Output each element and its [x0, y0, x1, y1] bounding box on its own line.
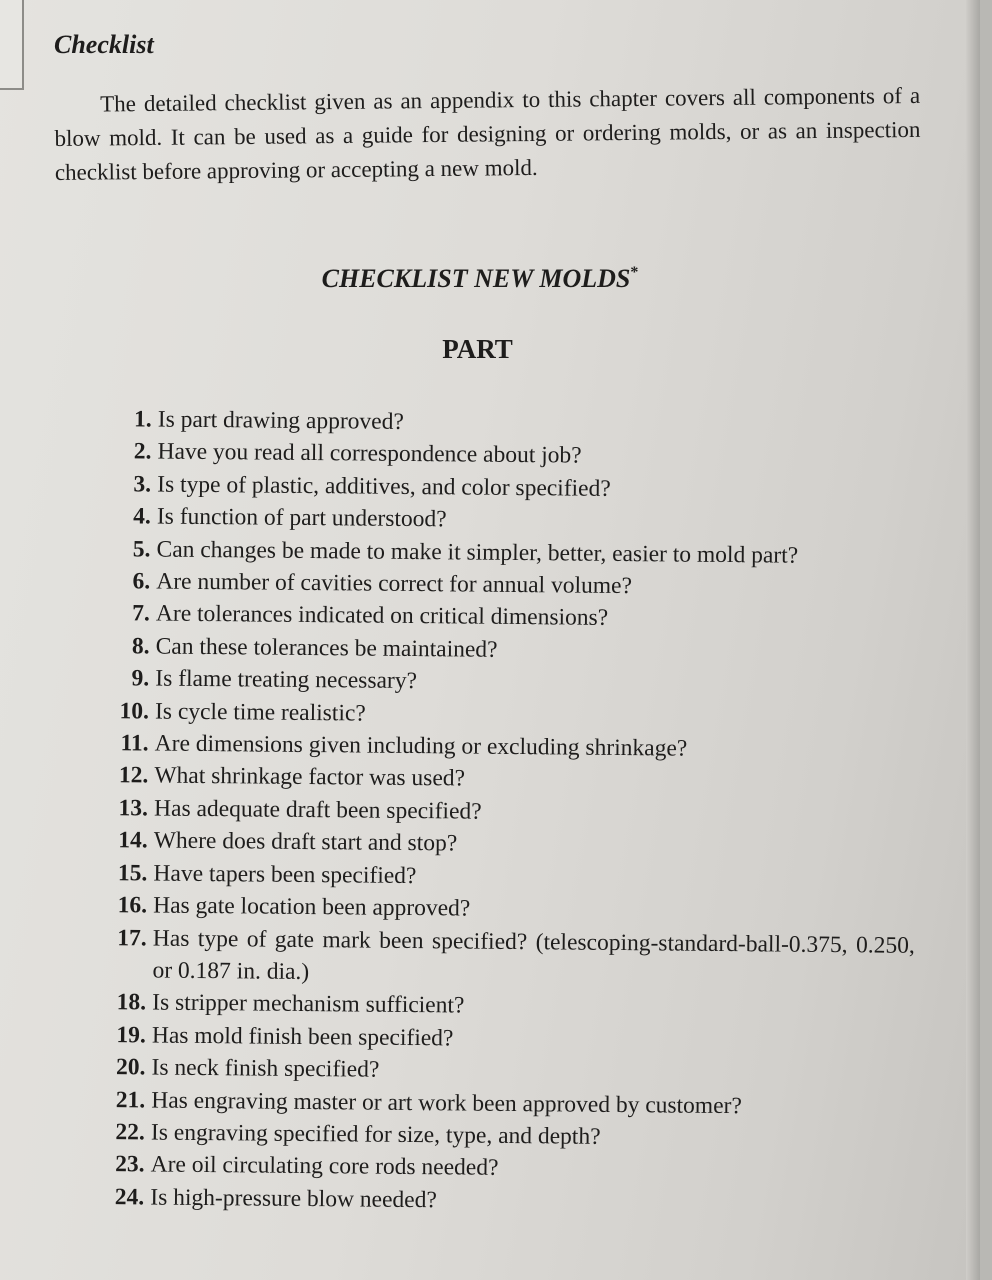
checklist-item-text: Is neck finish specified?	[151, 1054, 380, 1083]
checklist-item-text: Is cycle time realistic?	[154, 698, 366, 727]
checklist-item-number: 24	[114, 1183, 139, 1211]
checklist-item-number: 19	[116, 1021, 141, 1049]
checklist-item-text: Are dimensions given including or excluding shrinkage?	[154, 730, 688, 762]
checklist-item-text: Has gate location been approved?	[153, 892, 471, 922]
checklist-item-text: Is type of plastic, additives, and color specified?	[157, 471, 611, 502]
checklist-item-number: 14	[118, 827, 142, 854]
checklist-item-period: .	[144, 568, 151, 595]
checklist-item-period: .	[144, 536, 151, 563]
checklist-item-text: Is engraving specified for size, type, and depth?	[150, 1119, 601, 1150]
checklist-item-text: Is part drawing approved?	[157, 406, 404, 435]
checklist-item-period: .	[142, 698, 150, 725]
checklist-item-text: Are number of cavities correct for annual volume?	[156, 568, 633, 600]
checklist-item-number: 20	[115, 1054, 140, 1081]
checklist-item-period: .	[145, 406, 152, 433]
checklist-item-number: 22	[115, 1119, 140, 1146]
checklist-item-number: 6	[132, 568, 145, 595]
checklist-item-number: 23	[115, 1151, 139, 1178]
checklist-item-text: What shrinkage factor was used?	[154, 763, 466, 792]
checklist-item-number: 3	[133, 471, 146, 498]
checklist-item-number: 18	[116, 989, 141, 1016]
checklist-item-text: Has adequate draft been specified?	[153, 795, 482, 825]
checklist-item-number: 10	[119, 697, 144, 725]
checklist-item-number: 15	[117, 859, 142, 887]
checklist-item-text: Have tapers been specified?	[153, 860, 417, 889]
checklist-title	[0, 264, 960, 294]
intro-paragraph: The detailed checklist given as an appendix to this chapter covers all components of a blow mold. It can be used as a guide for designing or ordering molds, or as an inspection checklist before approving or accepting a new mold.	[54, 82, 921, 185]
checklist-item-text: Has engraving master or art work been approved by customer?	[151, 1087, 742, 1119]
checklist-item-number: 21	[115, 1086, 140, 1113]
checklist-item-text: Has mold finish been specified?	[151, 1022, 454, 1052]
checklist-item-text: Are tolerances indicated on critical dimensions?	[155, 600, 609, 632]
checklist-item-period: .	[140, 989, 147, 1016]
checklist-item-number: 11	[120, 730, 143, 757]
section-heading: Checklist	[54, 30, 154, 59]
checklist-item-number: 17	[117, 924, 141, 951]
checklist-item-number: 12	[118, 762, 143, 789]
checklist-item-period: .	[138, 1119, 146, 1146]
checklist-item-text: Where does draft start and stop?	[153, 827, 458, 857]
checklist-item-text: Are oil circulating core rods needed?	[150, 1151, 499, 1182]
checklist-item-text: Can these tolerances be maintained?	[155, 633, 498, 663]
checklist-item-text: Is flame treating necessary?	[155, 665, 418, 695]
checklist-item-period: .	[145, 471, 152, 498]
checklist-item-text: Can changes be made to make it simpler, better, easier to mold part?	[156, 536, 799, 569]
checklist-item-period: .	[142, 762, 149, 789]
checklist	[92, 403, 920, 1221]
checklist-item-period: .	[141, 860, 148, 887]
checklist-item-number: 4	[133, 503, 146, 530]
checklist-item-period: .	[138, 1184, 145, 1211]
checklist-item-number: 13	[118, 795, 143, 822]
checklist-item-period: .	[141, 795, 149, 822]
checklist-item-number: 1	[133, 406, 146, 433]
checklist-item-text: Has type of gate mark been specified? (telescoping-standard-ball-0.375, 0.250, or 0.187 in. dia.)	[152, 925, 915, 985]
checklist-title-text: CHECKLIST NEW MOLDS	[321, 264, 631, 293]
checklist-item-text: Is stripper mechanism sufficient?	[152, 989, 465, 1019]
checklist-item-period: .	[145, 438, 152, 465]
checklist-item	[94, 921, 915, 994]
checklist-item-number: 2	[133, 438, 146, 465]
checklist-item-period: .	[138, 1151, 145, 1178]
checklist-item-period: .	[143, 633, 150, 660]
checklist-item	[92, 1181, 912, 1221]
checklist-item-text: Is high-pressure blow needed?	[150, 1184, 437, 1214]
checklist-item-period: .	[139, 1022, 146, 1049]
checklist-item-text: Is function of part understood?	[156, 503, 447, 533]
checklist-item-period: .	[139, 1086, 146, 1113]
checklist-item-period: .	[141, 892, 148, 919]
page-edge	[966, 0, 980, 1280]
checklist-item-number: 9	[131, 665, 144, 692]
checklist-item-number: 7	[132, 600, 145, 627]
checklist-item-period: .	[144, 503, 151, 530]
part-heading: PART	[442, 334, 513, 364]
footnote-asterisk: *	[630, 264, 639, 281]
checklist-item-period: .	[139, 1054, 146, 1081]
checklist-item-period: .	[143, 665, 150, 692]
checklist-item-text: Have you read all correspondence about job?	[157, 438, 582, 470]
checklist-item-number: 8	[131, 633, 144, 660]
checklist-item-period: .	[143, 600, 150, 627]
checklist-item-number: 5	[132, 535, 145, 563]
checklist-item-period: .	[140, 924, 147, 951]
checklist-item-number: 16	[117, 892, 142, 919]
page-corner-mark	[0, 0, 24, 90]
checklist-item-period: .	[141, 827, 148, 854]
checklist-item-period: .	[142, 730, 149, 757]
